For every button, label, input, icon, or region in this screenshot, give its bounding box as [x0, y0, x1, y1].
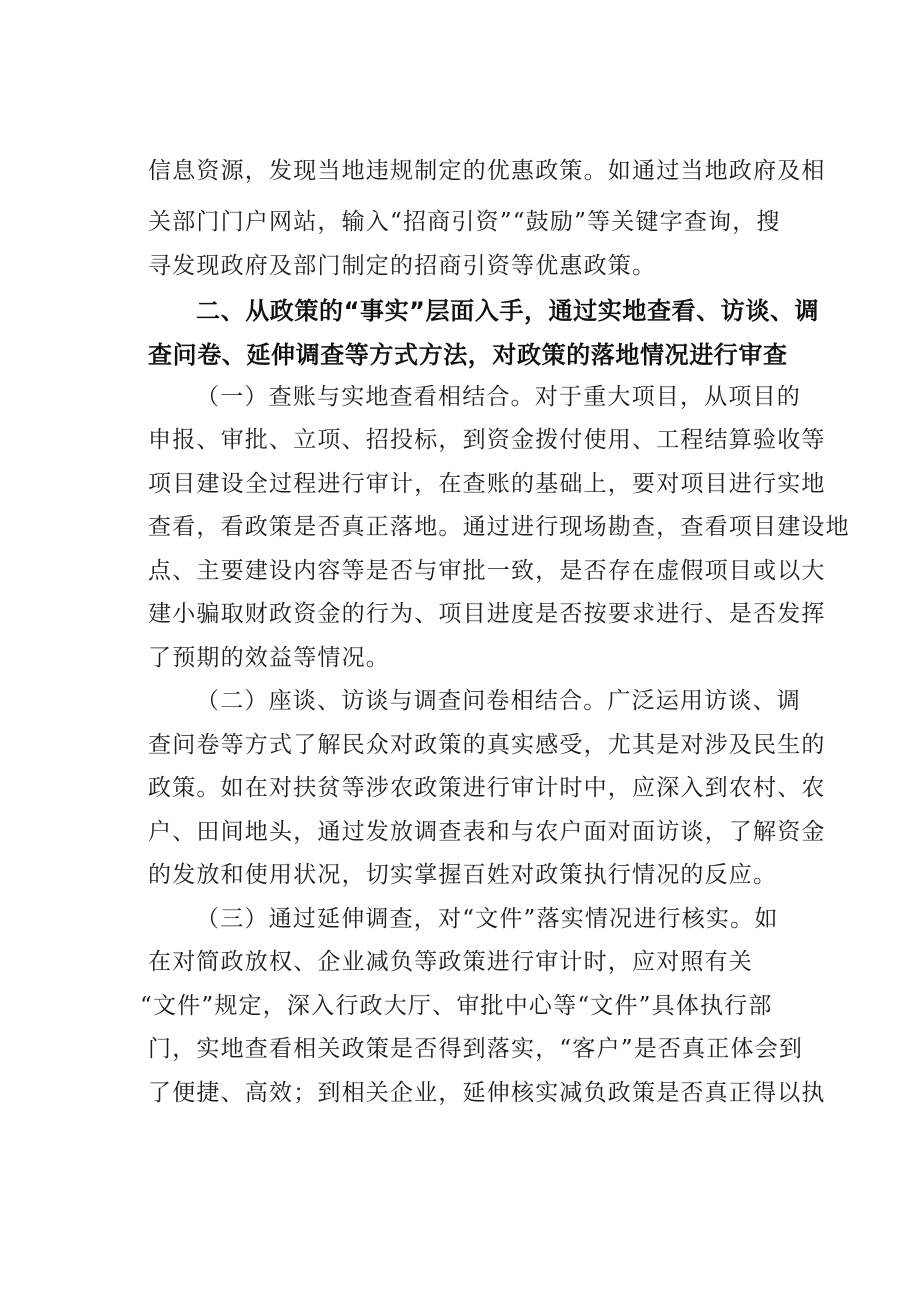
text-line: 信息资源，发现当地违规制定的优惠政策。如通过当地政府及相: [148, 158, 826, 184]
text-line: 了便捷、高效；到相关企业，延伸核实减负政策是否真正得以执: [148, 1080, 826, 1106]
section-heading-line: 查问卷、延伸调查等方式方法，对政策的落地情况进行审查: [148, 341, 788, 369]
text-line: 在对简政放权、企业减负等政策进行审计时，应对照有关: [148, 949, 753, 975]
text-line: 门，实地查看相关政策是否得到落实，“客户”是否真正体会到: [148, 1036, 804, 1062]
text-line: 查看，看政策是否真正落地。通过进行现场勘查，查看项目建设地: [148, 514, 850, 540]
section-heading-line: 二、从政策的“事实”层面入手，通过实地查看、访谈、调: [196, 297, 820, 325]
text-line: 项目建设全过程进行审计，在查账的基础上，要对项目进行实地: [148, 471, 826, 497]
subsection-heading-line: （三）通过延伸调查，对“文件”落实情况进行核实。如: [196, 906, 779, 932]
text-line: 了预期的效益等情况。: [148, 645, 390, 671]
text-line: 关部门门户网站，输入“招商引资”“鼓励”等关键字查询，搜: [148, 209, 781, 235]
text-line: 查问卷等方式了解民众对政策的真实感受，尤其是对涉及民生的: [148, 732, 826, 758]
text-line: 建小骗取财政资金的行为、项目进度是否按要求进行、是否发挥: [148, 601, 826, 627]
subsection-heading-line: （二）座谈、访谈与调查问卷相结合。广泛运用访谈、调: [196, 688, 801, 714]
text-line: 点、主要建设内容等是否与审批一致，是否存在虚假项目或以大: [148, 558, 826, 584]
text-line: 政策。如在对扶贫等涉农政策进行审计时中，应深入到农村、农: [148, 775, 826, 801]
text-line: 户、田间地头，通过发放调查表和与农户面对面访谈，了解资金: [148, 819, 826, 845]
subsection-heading-line: （一）查账与实地查看相结合。对于重大项目，从项目的: [196, 384, 801, 410]
text-line: “文件”规定，深入行政大厅、审批中心等“文件”具体执行部: [140, 993, 773, 1019]
text-line: 寻发现政府及部门制定的招商引资等优惠政策。: [148, 253, 657, 279]
text-line: 的发放和使用状况，切实掌握百姓对政策执行情况的反应。: [148, 862, 778, 888]
text-line: 申报、审批、立项、招投标，到资金拨付使用、工程结算验收等: [148, 427, 826, 453]
